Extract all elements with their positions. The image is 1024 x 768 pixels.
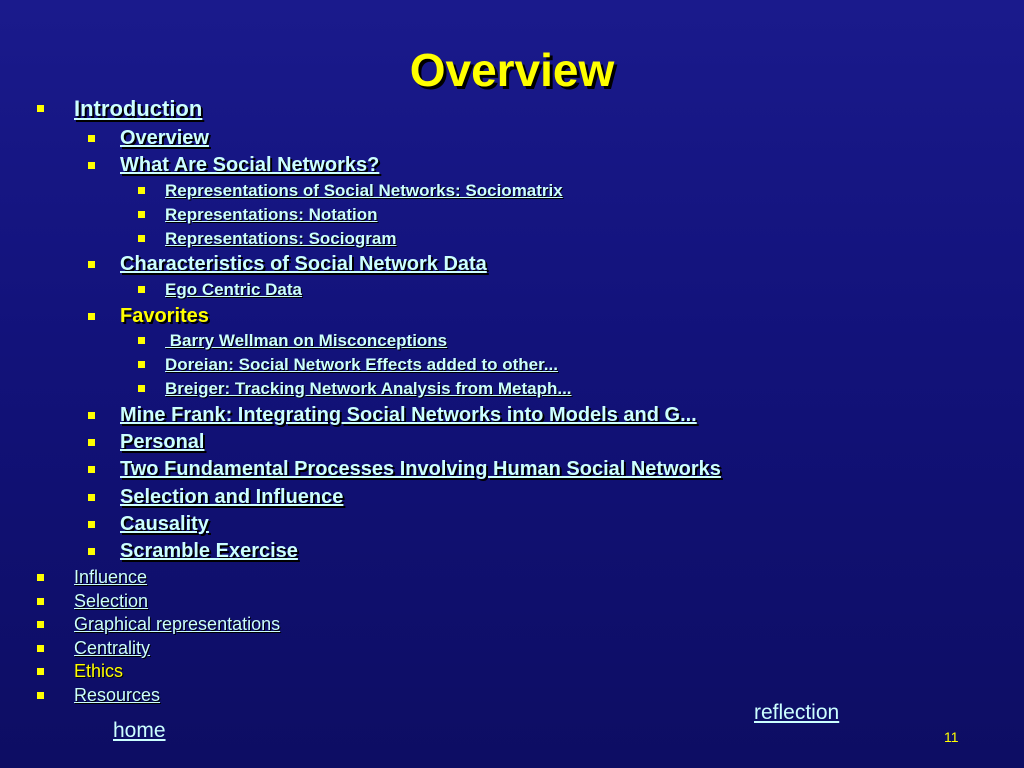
- outline-item-centrality: [37, 638, 150, 659]
- bullet-icon: [138, 361, 145, 368]
- bullet-icon: [88, 412, 95, 419]
- outline-item-what-are: [88, 154, 379, 177]
- ethics-label: Ethics: [74, 661, 124, 681]
- link-personal[interactable]: Personal: [120, 431, 205, 453]
- outline-item-graphical: [37, 614, 280, 635]
- link-influence[interactable]: Influence: [74, 567, 148, 587]
- link-introduction[interactable]: Introduction: [74, 96, 203, 121]
- bullet-icon: [88, 135, 95, 142]
- link-wellman[interactable]: Barry Wellman on Misconceptions: [165, 331, 448, 350]
- outline-item-causality: [88, 513, 209, 536]
- bullet-icon: [88, 313, 95, 320]
- bullet-icon: [88, 521, 95, 528]
- outline-item-wellman: [138, 331, 447, 351]
- link-rep-notation[interactable]: Representations: Notation: [165, 205, 378, 224]
- link-overview[interactable]: Overview: [120, 127, 209, 149]
- outline-item-overview: [88, 127, 209, 150]
- bullet-icon: [37, 621, 44, 628]
- link-characteristics[interactable]: Characteristics of Social Network Data: [120, 253, 487, 275]
- bullet-icon: [88, 162, 95, 169]
- link-scramble-exercise[interactable]: Scramble Exercise: [120, 540, 298, 562]
- link-what-are-social-networks[interactable]: What Are Social Networks?: [120, 154, 380, 176]
- link-breiger[interactable]: Breiger: Tracking Network Analysis from Metaph...: [165, 379, 572, 398]
- bullet-icon: [37, 692, 44, 699]
- outline-item-resources: [37, 685, 160, 706]
- outline-item-rep-sociogram: [138, 229, 396, 249]
- outline-item-introduction: [37, 96, 202, 122]
- bullet-icon: [138, 337, 145, 344]
- link-rep-sociomatrix[interactable]: Representations of Social Networks: Sociomatrix: [165, 181, 563, 200]
- outline-item-characteristics: [88, 253, 487, 276]
- link-selection[interactable]: Selection: [74, 591, 149, 611]
- link-mine-frank[interactable]: Mine Frank: Integrating Social Networks into Models and G...: [120, 404, 697, 426]
- outline-item-mine-frank: [88, 404, 697, 427]
- outline-item-breiger: [138, 379, 572, 399]
- outline-item-rep-sociomatrix: [138, 181, 563, 201]
- outline-item-ego-centric: [138, 280, 302, 300]
- link-resources[interactable]: Resources: [74, 685, 161, 705]
- bullet-icon: [88, 439, 95, 446]
- bullet-icon: [88, 548, 95, 555]
- outline-item-scramble: [88, 540, 298, 563]
- outline-item-two-fundamental: [88, 458, 721, 481]
- slide-title: Overview: [409, 44, 615, 96]
- outline-item-favorites: [88, 305, 209, 328]
- bullet-icon: [138, 187, 145, 194]
- bullet-icon: [88, 466, 95, 473]
- bullet-icon: [138, 211, 145, 218]
- link-centrality[interactable]: Centrality: [74, 638, 151, 658]
- link-doreian[interactable]: Doreian: Social Network Effects added to other...: [165, 355, 558, 374]
- bullet-icon: [37, 598, 44, 605]
- bullet-icon: [88, 261, 95, 268]
- outline-item-rep-notation: [138, 205, 378, 225]
- bullet-icon: [138, 286, 145, 293]
- bullet-icon: [37, 645, 44, 652]
- link-two-fundamental[interactable]: Two Fundamental Processes Involving Human Social Networks: [120, 458, 721, 480]
- link-graphical-representations[interactable]: Graphical representations: [74, 614, 281, 634]
- bullet-icon: [138, 235, 145, 242]
- page-number: 11: [944, 729, 959, 745]
- bullet-icon: [138, 385, 145, 392]
- link-ego-centric[interactable]: Ego Centric Data: [165, 280, 302, 299]
- outline-item-ethics: [37, 661, 123, 682]
- bullet-icon: [37, 105, 44, 112]
- outline-item-influence: [37, 567, 147, 588]
- outline-item-selection-influence: [88, 486, 343, 509]
- outline-item-selection: [37, 591, 148, 612]
- bullet-icon: [37, 668, 44, 675]
- home-link[interactable]: home: [113, 719, 166, 742]
- bullet-icon: [88, 494, 95, 501]
- favorites-label: Favorites: [120, 305, 209, 327]
- link-causality[interactable]: Causality: [120, 513, 209, 535]
- outline-item-doreian: [138, 355, 558, 375]
- reflection-link[interactable]: reflection: [754, 701, 840, 724]
- link-rep-sociogram[interactable]: Representations: Sociogram: [165, 229, 397, 248]
- outline-item-personal: [88, 431, 204, 454]
- link-selection-influence[interactable]: Selection and Influence: [120, 486, 344, 508]
- bullet-icon: [37, 574, 44, 581]
